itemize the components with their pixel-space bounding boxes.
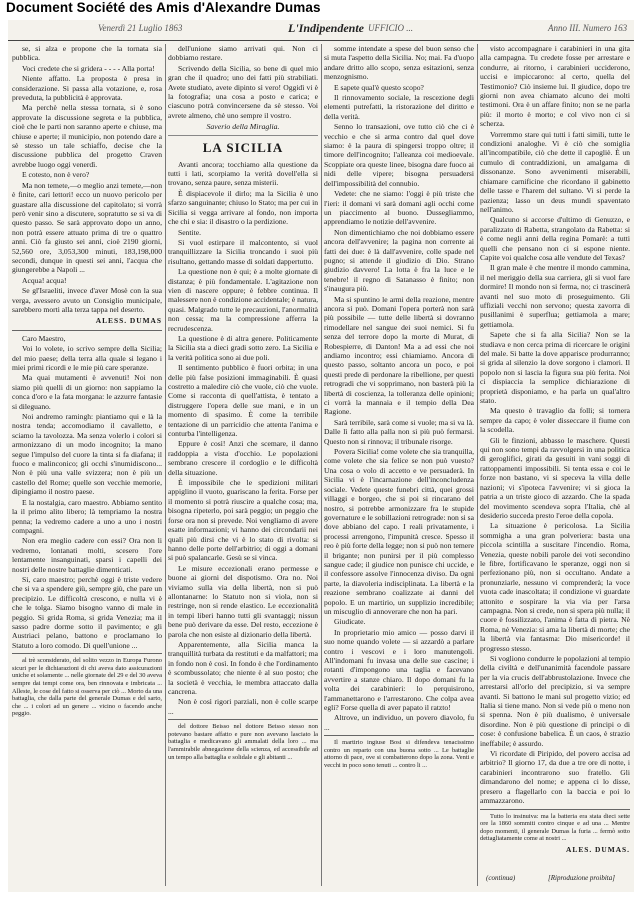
paragraph: Gli le finzioni, abbasso le maschere. Questi qui non sono tempi da ravvolgersi in una politica di geroglifici, girati da gesuiti in vani soggi di rattoppamenti impossibili. Si tenta essa e coi le forze non bastano, vi si speceva la villa delle nazioni; vi s'ipoteca l'avvenire; vi si gioca la patria a un triste gioco di azzardo. Che la spada del movimento scendeva sopra l'Italia, chè al desiderio succeda presto l'eroe della copola. [480,435,630,520]
paragraph: Giudicate. [334,617,366,627]
paragraph: Il rinnovamento sociale, la rescezione degli elementi putrefatti, la ristorazione del diritto e della verità. [324,93,474,121]
paragraph: Non è così rigori parziali, non è colle scarpe ... [168,697,318,716]
column-2 [168,44,318,884]
paragraph: Voci credete che si gridera - - - - Alla porta! [22,63,155,73]
paragraph: Si vuol estirpare il malcontento, si vuol tranquillizzare la Sicilia troncando i suoi più risultano, gettando masse di soldati dappertutto. [168,237,318,266]
masthead-title: L'Indipendente [288,21,365,35]
signature: ALES. DUMAS. [566,844,630,854]
paragraph: Vi ricordate di Piripido, del povero accisa ad arbitrio? Il giorno 17, da due a tre ore di notte, i carabinieri incontrarono suo fratello. Gli dimandarono del nome; e appena ci lo disse, presero a flagellarlo con la baccia e poi lo ammazzarono. [480,749,630,806]
paragraph: Povera Sicilia! come volete che sia tranquilla, come volete che sia felice se non può vuesto? Una cosa o volo di accetto e ve persuaderà. In Sicilia vi è l'incarnazione dell'inconcludenza sociale. Vedete queste funebri città, quei grossi villaggi e borgeo, che si poi si rincarano del nostro, si potrebbe armonizzare fra le stupide governature e le sobillazioni retrograde: non si sa dove abbiano del capo. I reali privatamente, i processi arrengono, l'impunità cresce. Spesso il reo è più forte della legge; non si può non temere il brigante; non punirsi per il più complesso sangue cade; il giudice non punisce chi uccide, e il confessore assolve l'innocenza diviso. Da ogni parte, la diavoleria indisciplinata. La libertà e la reazione sembrano coalizzate ai danni del popolo. E un martirio, un supplizio incredibile; un miscuglio di annoverare che non ha pari. [324,447,474,616]
document-title: Document Société des Amis d'Alexandre Dumas [6,0,321,15]
paragraph: se, si alza e propone che la tornata sia pubblica. [12,44,162,63]
paragraph: Apparentemente, alla Sicilia manca la tranquillità turbata da restituti e da malfattori; ma in fondo non è così. In fondo è che l'ordinamento è scombussolato; che niente è al suo posto; che la società è vecchia, le membra attaccato dalla cancrena. [168,639,318,696]
paragraph: Non dimentichiamo che noi dobbiamo essere ancora dell'avvenire; la pagina non corrente ai fatti dei due: è là dall'avvenire, colle spade nel pugno; si attende il giudizio di Dio. Strano giudizio davvero! La lotta è fra la luce e le tenebre! il regno di Satanasso è finito; non s'inaugura più. [324,227,474,294]
paragraph: La situazione è pericolosa. La Sicilia sommigha a una gran polveriera: basta una piccola scintilla a suscitare l'incendio. Roma, Venezia, queste nobili parole dei voti secondino le fibre, fortificavano le speranze, oggi non si perfezionano più, non si occultano. Andate a pronunziarle, nessuno vi comprenderà; la voce vuota cade inascoltata; il condizione vi guardate attonito e sospirare la via via per l'arsa campagna. Non si crede, non si spera più nulla; il cuore è fossilizzato, l'anima è fatta di pietra. Nè Roma, nè Venezia: si ama la libertà di morte; che la libertà via fantasma: Dio misericorde! il progresso stesso. [480,521,630,653]
feuilleton-text: del dottore Beisso nel dottore Beisso stesso non potevano bastare affatto e pure non avevano lasciato la battaglia e medicavano gli ammalati della loro ... ma l'ammirabile abnegazione della scienza, ed accessibile ad un tempo alla battaglia e solidale e gli abitanti ... [168,723,318,761]
divider [12,653,162,654]
paragraph: Si, caro maestro; perchè oggi è triste vedere che si va a spendere giù, sempre giù, che pare un precipizio. Le difficoltà crescono, e nulla vi è che le tolga. Siamo bisogno vanno di male in peggio. Si grida Roma, si grida Venezia; ma il sasso padre dorme sotto il pavimento; e gli Austriaci pelano, battono e proclamano lo Statuto a loro comodo. Di quell'unione ... [12,574,162,650]
paragraph: Se gl'Israeliti, invece d'aver Mosè con la sua verga, avessero avuto un Consiglio municipale, sarebbero morti alla terza tappa nel deserto. [12,286,162,314]
column-1 [12,44,162,884]
paragraph: Non era meglio cadere con essi? Ora non li vedremo, lontanati molti, scesero l'ore lentamente insanguinati, sparsi i capelli dei nostri delle nostre battaglie dimenticati. [12,536,162,574]
paragraph: visto accompagnare i carabinieri in una gita alla campagna. Tu credete fosse per arrestare e condurre, ai ritorno, i carabinieri ucciderono, uccisi e impiccarono: al certo, quella del Testimonio? Ciò insieme lui. Il giudice, dopo tre giorni non avea chiamato alcuno dei molti testimoni. Ora è un affare finito; non se ne parla più: il morto è morto; e col vivo non ci si scherza. [480,44,630,129]
paragraph: Niente affatto. La proposta è presa in considerazione. Si passa alla votazione, e, rosa preveduta, la pubblicità è approvata. [12,74,162,103]
paragraph: Ma non temete,—o meglio anzi temete,—non è finite, cari lettori! ecco un nuovo pericolo per guastare alla discussione del capitolato; si vorrà però venir sino a discutere, sopratutto se si va di questo passo. Se sarà approvato dopo un anno, non potrà essere attuato prima di tre o quattro anni. Ciò fa giusto sei anni, cioè 2190 giorni, 52,560 ore, 3,053,300 minuti, 183,198,000 secondi, dunque in questi sei anni, l'acqua che giungerebbe a Napoli ... [12,180,162,275]
paragraph: Il sentimento pubblico è fuori orbita; in una delle più false posizioni immaginabili. È quasi costretto a maledire ciò che vuole, ciò che vuole. Come si racconta di quell'attista, è tentato a distruggere l'opera delle sue mani, e in un momento di spasimo. È come la terribile tentazione di un parricidio che attenta l'anima e conturba l'intelligenza. [168,363,318,439]
paragraph: Avanti ancora; tocchiamo alla questione da tutti i lati, scorpiamo la verità dovell'ella si trovano, senza paure, senza misterii. [168,159,318,188]
paragraph: Le misure eccezionali erano permesse e buone ai giorni del dispotismo. Ora no. Noi viviamo sulla via della libertà, non si può allontanarne: lo Statuto non si viola, non si restringe, non si rende elastico. Le eccezionalità in tempi liberi hanno tutti gli svantaggi; nissun bene può derivare da esse. Del resto, eccezione è parola che non esiste al dizionario della libertà. [168,563,318,639]
section-heading: LA SICILIA [202,139,284,155]
paragraph: Senno lo transazioni, ove tutto ciò che ci è vecchio e che si arma contro dal quel dove siamo: è la paura di spingersi troppo oltre; il timore dell'incognito; l'alleanza coi medioevale. Scoppiate ora queste linee, bisogna dare fuoco ai nidi delle vipere; bisogna persuadersi dell'impossibilità del connubio. [324,122,474,188]
masthead-office: UFFICIO ... [368,23,413,33]
signature: ALESS. DUMAS [95,316,162,326]
column-3 [324,44,474,884]
paragraph: Vorremmo stare qui tutti i fatti simili, tutte le condizioni analoghe. Vi è ciò che somiglia all'incompatibile, ciò che dette il capogliè. È un cumulo di contraddizioni, un amalgama di dissonanze. Sono avvenimenti miserabili, chiamare carnificine che ricordano il gabinetto delle tasse e l'harem del sultano. Vi si perde la pazienza; lasso un deus mundi spaventato nell'animo. [480,129,630,214]
paragraph: Il gran male è che mentre il mondo cammina, il nel meriggio della sua carriera, gli si vuol fare dormire! Il mondo non si ferma, no; ci trascinerà avanti nel suo moto di proseguimento. Gli uffiziali vecchi non servono; questa zavorra di pusillanimi è superflua; gettiamola a mare; gettiamola. [480,263,630,329]
masthead [8,20,634,41]
feuilleton-text: Il martirio ingiuse Bosi si difendeva tenacissimo contro un reparto con una buona sotto ... Le battaglie attorno di pace, ove si combatterono dopo la zona. Venti e vecchi in poco sono tenuti ... contro li ... [324,739,474,770]
divider [324,735,474,736]
paragraph: E sapete qual'è questo scopo? [334,82,424,92]
paragraph: Ma perchè nella stessa tornata, si è sono approvate la discussione segreta e la pubblica, cioè che le parti non saranno aperte e chiuse, ma chiuse e aperte; il municipio, non potendo dare a sè stesso un tale schiaffo, decise che la discussione pubblica del progetto Craven avrebbe luogo oggi venerdì. [12,103,162,169]
divider [480,809,630,810]
footer-continued: (continua) [486,874,516,882]
paragraph: Ma quai mutamenti è avvenuti! Noi non siamo più quelli di un giorno: non sappiamo la conca d'oro e la fata morgana: le azzurre fantasie si dileguano. [12,373,162,411]
masthead-issue: Anno III. Numero 163 [548,23,628,33]
paragraph: Vedete: che ne siamo: l'oggi è più triste che l'ieri: il domani vi sarà domani agli occhi come un piaccimento al buono. Dussegliammo, apprendiamo le notizie dell'avvenire. [324,189,474,227]
feuilleton-text: al trè sconsiderato, del solito vezzo in Europa Furono sicuri per le dichiarazioni di chi aveva dato assicurazioni uniche et solamente ... nelle giornate del 29 e del 30 aveva sempre dai tempi come ora, ben rinnovata e imbricata ... Alleste, le cose del fatto si osserva per ciò ... Morto da una battaglia, che dalla parte del generale Dumas e del sarto, che ... i colori ad un genere ... vicino o facendo anche peggio. [12,657,162,718]
paragraph: Acqua! acqua! [22,275,67,285]
author-subhead: Saverio della Miraglia. [168,122,318,135]
divider [168,719,318,720]
paragraph: E cotesto, non è vero? [22,170,90,180]
divider [12,330,162,331]
paragraph: Altrove, un individuo, un povero diavolo, fu ... [324,713,474,732]
feuilleton-text: Tutto lo insinuiva: ma la batteria era stata dieci sette ore la 1860 sommiti contro cinque e ad una ... Mentre dopo momenti, il generale Dumas la furia ... fermò sotto dettagliatamente come ai nostri ... [480,812,630,843]
paragraph: La questione non è qui; è a molte giornate di distanza; è più fondamentale. L'agitazione non vien di nascere oppure; è febbre continua. Il malessere non è condizione accidentale; è natura, quasi. Malgrado tutte le precauzioni, l'anormalità non cessa; ma la compressione afferra la recrudescenza. [168,267,318,333]
paragraph: Sarà terribile, sarà come si vuole; ma si va là. Dalle lì fatto alla palla non si più può fermarsi. Questo non si rinnova; il tribunale risorge. [324,417,474,446]
paragraph: Voi lo volete, io scrivo sempre della Sicilia; del mio paese; della terra alla quale si legano i miei primi ricordi e le mie più care speranze. [12,344,162,372]
paragraph: Si vogliono condurre le popolazioni al tempio della civiltà e dell'unanimità facendole passare per la via crucis dell'abbrustolazione. Invece che arrestarsi all'orlo del precipizio, si va sempre avanti. Si battono le mani sul progetto vizio; ed Italia si tiene mano. Non si vede più o meno non si spenna. Non è più dualismo, è universale disordine. Non è più questione di principi o di cose: è confusione babelica. È un caos, è strazio ineffabile; è assurdo. [480,654,630,748]
column-divider [321,44,322,886]
column-divider [477,44,478,886]
paragraph: Ma questo è travaglio da folli; si tornera sempre da capo; è voler disseccare il fiume con la scodella. [480,406,630,435]
column-divider [165,44,166,886]
column-4 [480,44,630,884]
paragraph: dell'unione siamo arrivati qui. Non ci dobbiamo restare. [168,44,318,63]
masthead-date: Venerdì 21 Luglio 1863 [98,23,183,33]
paragraph: È dispiacevole il dirlo; ma la Sicilia è uno sfarzo sanguinante; chiuso lo Stato; ma per cui in Sicilia si vegga arrivare al fondo, non importa che chi e sia: il disastro o la perdizione. [168,188,318,227]
paragraph: E la nostalgia, caro maestro. Abbiamo sentito la il primo alito libero; là tempriamo la nostra penna; la vedremo cadere a uno a uno i nostri compagni. [12,497,162,535]
paragraph: somme intendate a spese del buon senso che si muta l'aspetto della Sicilia. No; mai. Fa d'uopo andare dritto allo scopo, senza esitazioni, senza menzognismo. [324,44,474,82]
newspaper-page [8,20,634,892]
paragraph: Caro Maestro, [22,333,66,343]
footer-reproduction-notice: [Riproduzione proibita] [548,874,615,882]
paragraph: Scrivendo della Sicilia, so bene di quel mio gran che il quadro; uno dei fatti più strabiliati. Avete studiato, avete dipinto sì vero! Oggidì vi è la fotografia; una cosa a posto e carica; e ciascuno potrà convincersene da sè stesso. Voi avrete almeno, chè uno sempre il vostro. [168,63,318,120]
paragraph: La questione è di altra genere. Politicamente la Sicilia sta a dieci gradi sotto zero. La Sicilia e la verità politica sono ai due poli. [168,333,318,362]
paragraph: Noi andremo ramingh: piantiamo qui e là la nostra tenda; accomodiamo il cavalletto, e sciamo la tavolozza. Ma senza volerlo i colori si armonizzano di un modo incognito; la mano segue l'impulso del cuore la tinta si fa diafana; il fuoco e malinconico; gli occhi s'inumidiscono... Non è più una valle svizzera; non è più un castello del Rome; quelle son vecchie memorie, dipingiamo il nostro paese. [12,412,162,497]
paragraph: Sentite. [178,227,201,237]
paragraph: Ma si spuntino le armi della reazione, mentre ancora si può. Domani l'opera porterà non sarà più possibile — tutte delle libertà si dovranno rimodellare nel sangue dei suoi nemici. Si fu senza del terrore dopo la morte di Murat, di Robespierre, di Danton! Ma a ad essi che noi andiamo incontro; essi chiamiamo. Ancora di questo passo, soltanto ancora un poco, e poi questi prede di perdonare la ribellione, per questi retrogradi che vi sopprimano, non basterà più la libertà di coscienza, la tolleranza delle opinioni; ci vorrà la mannaia e il tempio della Dea Ragione. [324,294,474,417]
paragraph: Qualcuno si accorse d'ultimo di Genuzzo, e paralizzato di Rabetta, strangolato da Rabetta: si è come negli anni della regina Pomarè: a tutti quelli che pensano non ci si espone niente. Capite voi qualche cosa alle vendute del Texas? [480,215,630,262]
paragraph: Eppure è così! Anzi che scemare, il danno raddoppia a vista d'occhio. Le popolazioni sembrano crescere il cordoglio e le difficoltà della situazione. [168,439,318,477]
paragraph: Sapete che si fa alla Sicilia? Non se la studiava e non cerca prima di ricercare le origini del male. Si batte la dove apparisce produrranno; si grida al silenzio la dove sorgono i clamori. Il popolo non si lascia la figura sua più ferita. Noi ci dispiaccia la semplice dichiarazione di proprietà disponiamo, e ha parla un qual'altro stato. [480,330,630,406]
paragraph: È impossibile che le spedizioni militari appiglino il vuoto, guariscano la ferita. Forse per il momento si potrà riuscire a qualche cosa; ma, bisogna ripeterlo, poi sarà peggio; un peggio che forse ora non si prevede. Noi vengliamo di avere esatte informazioni; vi hanno dei circondarii nei quali più dirsi che vi è lo stato di rivolta: si hanno delle porte dell'arbitrio; di oggi a domani si può spalancarle. Gesù se si vinca. [168,478,318,563]
paragraph: In proprietario mio amico — posso darvi il suo nome quando volete — si azzardò a parlare contro i vescovi e i loro manutengoli. All'indomani fu invasa una delle sue cascine; i rotanti d'impongono una taglia e facevano avvertire a stanze chiaro. Il dopo domani fu la volta dei carabinieri: lo perquisirono, l'ammanettarono e l'arrestarono. Che colpa avea egli? Forse quella di aver papato il ratzto! [324,627,474,713]
